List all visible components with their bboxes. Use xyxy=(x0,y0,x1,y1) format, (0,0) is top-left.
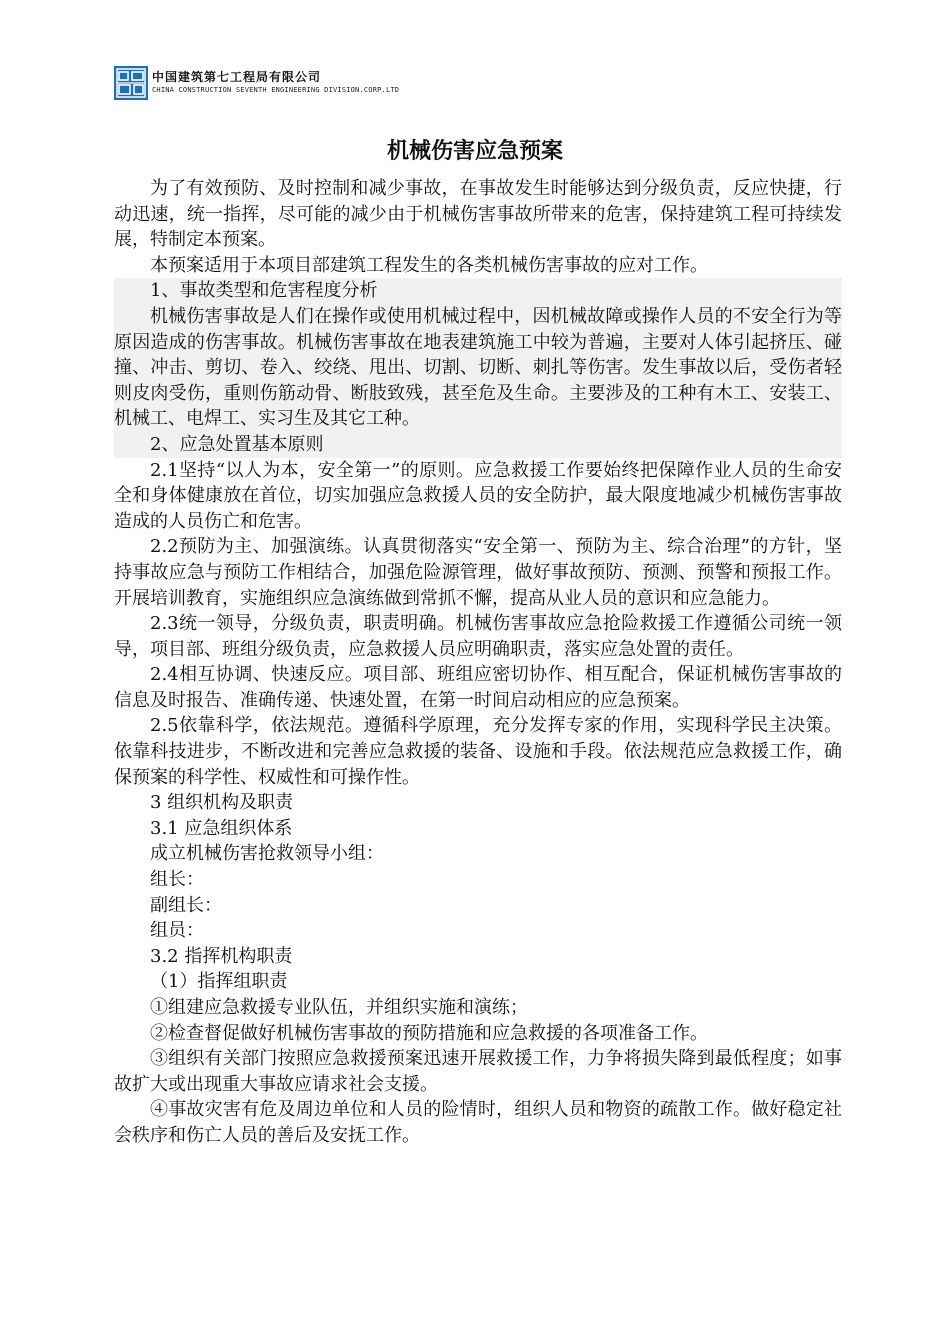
subsection-heading: 3.1 应急组织体系 xyxy=(150,817,293,839)
list-item: ③组织有关部门按照应急救援预案迅速开展救援工作，力争将损失降到最低程度；如事故扩大或出现重大事故应请求社会支援。 xyxy=(114,1048,842,1095)
paragraph: 2.4相互协调、快速反应。项目部、班组应密切协作、相互配合，保证机械伤害事故的信息及时报告、准确传递、快速处置，在第一时间启动相应的应急预案。 xyxy=(114,664,842,711)
document-title: 机械伤害应急预案 xyxy=(386,139,563,164)
paragraph: 本预案适用于本项目部建筑工程发生的各类机械伤害事故的应对工作。 xyxy=(150,254,708,276)
paragraph: 为了有效预防、及时控制和减少事故，在事故发生时能够达到分级负责，反应快捷，行动迅速，统一指挥，尽可能的减少由于机械伤害事故所带来的危害，保持建筑工程可持续发展，特制定本预案。 xyxy=(114,178,842,251)
paragraph: 2.3统一领导，分级负责，职责明确。机械伤害事故应急抢险救援工作遵循公司统一领导，项目部、班组分级负责，应急救援人员应明确职责，落实应急处置的责任。 xyxy=(114,613,842,660)
company-name-en: CHINA CONSTRUCTION SEVENTH ENGINEERING DIVISION.CORP.LTD xyxy=(152,86,400,94)
list-item: ②检查督促做好机械伤害事故的预防措施和应急救援的各项准备工作。 xyxy=(150,1022,708,1044)
list-item: 组长： xyxy=(150,869,204,891)
paragraph: 机械伤害事故是人们在操作或使用机械过程中，因机械故障或操作人员的不安全行为等原因造成的伤害事故。机械伤害事故在地表建筑施工中较为普遍，主要对人体引起挤压、碰撞、冲击、剪切、卷入、绞绕、甩出、切割、切断、刺扎等伤害。发生事故以后，受伤者轻则皮肉受伤，重则伤筋动骨、断肢致残，甚至危及生命。主要涉及的工种有木工、安装工、机械工、电焊工、实习生及其它工种。 xyxy=(114,304,842,432)
subsection-heading: （1）指挥组职责 xyxy=(150,971,288,993)
list-item: ④事故灾害有危及周边单位和人员的险情时，组织人员和物资的疏散工作。做好稳定社会秩序和伤亡人员的善后及安抚工作。 xyxy=(114,1099,842,1146)
section-heading: 2、应急处置基本原则 xyxy=(114,432,842,458)
letterhead xyxy=(114,66,534,102)
company-logo-icon xyxy=(114,66,148,100)
list-item: ①组建应急救援专业队伍，并组织实施和演练； xyxy=(150,997,528,1018)
section-heading: 1、事故类型和危害程度分析 xyxy=(114,278,842,304)
paragraph: 2.2预防为主、加强演练。认真贯彻落实“安全第一、预防为主、综合治理”的方针，坚持事故应急与预防工作相结合，加强危险源管理，做好事故预防、预测、预警和预报工作。开展培训教育，实施组织应急演练做到常抓不懈，提高从业人员的意识和应急能力。 xyxy=(114,536,842,609)
list-item: 组员： xyxy=(150,920,204,942)
section-heading: 3 组织机构及职责 xyxy=(150,792,294,814)
list-item: 副组长： xyxy=(150,894,222,916)
company-name-cn: 中国建筑第七工程局有限公司 xyxy=(152,70,322,84)
subsection-heading: 3.2 指挥机构职责 xyxy=(150,945,293,967)
paragraph: 成立机械伤害抢救领导小组： xyxy=(150,843,384,865)
paragraph: 2.5依靠科学，依法规范。遵循科学原理，充分发挥专家的作用，实现科学民主决策。依靠科技进步，不断改进和完善应急救援的装备、设施和手段。依法规范应急救援工作，确保预案的科学性、权威性和可操作性。 xyxy=(114,715,842,788)
paragraph: 2.1坚持“以人为本，安全第一”的原则。应急救援工作要始终把保障作业人员的生命安全和身体健康放在首位，切实加强应急救援人员的安全防护，最大限度地减少机械伤害事故造成的人员伤亡和危害。 xyxy=(114,459,842,532)
document-body xyxy=(114,176,842,1149)
